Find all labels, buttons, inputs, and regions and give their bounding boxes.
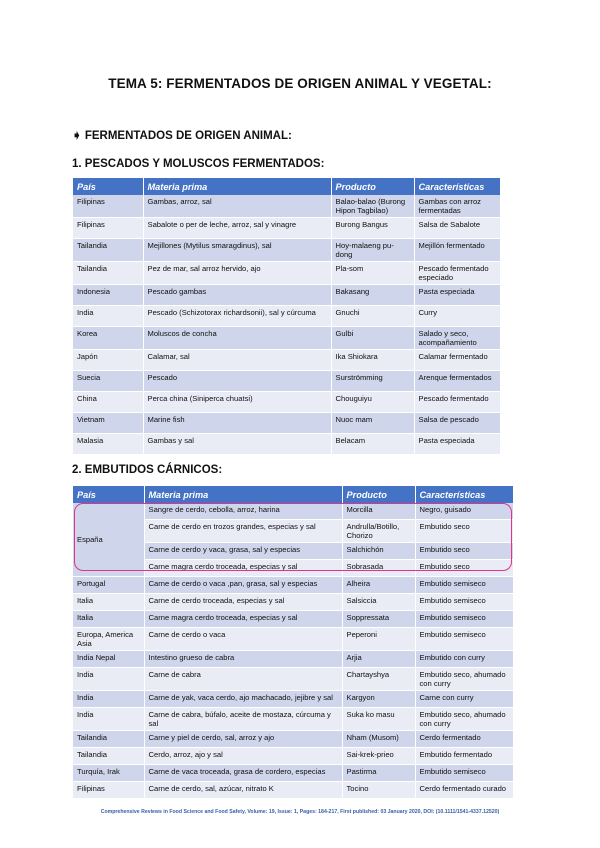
table-row [73, 218, 500, 239]
cell-product: Sobrasada [342, 560, 415, 577]
header-characteristics: Características [414, 178, 500, 195]
header-country: País [73, 486, 144, 503]
table-row [73, 413, 500, 434]
table-row [73, 668, 513, 691]
header-product: Producto [342, 486, 415, 503]
table-row [73, 691, 513, 708]
table-row [73, 350, 500, 371]
table-row [73, 594, 513, 611]
cell-country: Korea [73, 327, 143, 350]
cell-characteristics: Cerdo fermentado curado [415, 782, 513, 799]
cell-raw-material: Pescado (Schizotorax richardsonii), sal y cúrcuma [143, 306, 331, 327]
table-row [73, 628, 513, 651]
table-row [73, 651, 513, 668]
table-row [73, 434, 500, 455]
header-country: País [73, 178, 143, 195]
cell-product: Gulbi [331, 327, 414, 350]
cell-country: España [73, 503, 144, 577]
cell-country: Italia [73, 594, 144, 611]
cell-product: Salsiccia [342, 594, 415, 611]
cell-country: Indonesia [73, 285, 143, 306]
cell-product: Surströmming [331, 371, 414, 392]
header-raw-material: Materia prima [144, 486, 342, 503]
cell-characteristics: Embutido fermentado [415, 748, 513, 765]
cell-country: Italia [73, 611, 144, 628]
cell-raw-material: Carne de cabra, búfalo, aceite de mostaza, cúrcuma y sal [144, 708, 342, 731]
table-row [73, 708, 513, 731]
cell-country: Vietnam [73, 413, 143, 434]
cell-product: Bakasang [331, 285, 414, 306]
header-characteristics: Características [415, 486, 513, 503]
cell-country: Turquía, Irak [73, 765, 144, 782]
table-row [73, 748, 513, 765]
table-row [73, 765, 513, 782]
cell-raw-material: Pescado [143, 371, 331, 392]
table-row [73, 577, 513, 594]
cell-country: Filipinas [73, 218, 143, 239]
cell-characteristics: Embutido seco, ahumado con curry [415, 668, 513, 691]
cell-product: Pastirma [342, 765, 415, 782]
cell-raw-material: Pescado gambas [143, 285, 331, 306]
cell-characteristics: Embutido seco [415, 520, 513, 543]
cell-raw-material: Carne de yak, vaca cerdo, ajo machacado, jejibre y sal [144, 691, 342, 708]
cell-characteristics: Salsa de Sabalote [414, 218, 500, 239]
table-row [73, 306, 500, 327]
fish-table [73, 178, 501, 455]
cell-country: India [73, 708, 144, 731]
cell-product: Chouguiyu [331, 392, 414, 413]
cell-product: Morcilla [342, 503, 415, 520]
table-row [73, 731, 513, 748]
cell-characteristics: Salsa de pescado [414, 413, 500, 434]
cell-product: Suka ko masu [342, 708, 415, 731]
cell-raw-material: Carne y piel de cerdo, sal, arroz y ajo [144, 731, 342, 748]
cell-characteristics: Embutido semiseco [415, 628, 513, 651]
cell-country: Tailandia [73, 731, 144, 748]
cell-characteristics: Calamar fermentado [414, 350, 500, 371]
cell-characteristics: Salado y seco, acompañamiento [414, 327, 500, 350]
cell-characteristics: Embutido con curry [415, 651, 513, 668]
cell-raw-material: Sangre de cerdo, cebolla, arroz, harina [144, 503, 342, 520]
cell-characteristics: Pescado fermentado especiado [414, 262, 500, 285]
table-row [73, 503, 513, 520]
table-row [73, 327, 500, 350]
cell-characteristics: Pasta especiada [414, 285, 500, 306]
cell-raw-material: Carne de cerdo, sal, azúcar, nitrato K [144, 782, 342, 799]
cell-product: Tocino [342, 782, 415, 799]
cell-product: Arjia [342, 651, 415, 668]
table-row [73, 611, 513, 628]
cell-country: India [73, 668, 144, 691]
header-product: Producto [331, 178, 414, 195]
cell-product: Nham (Musom) [342, 731, 415, 748]
cell-characteristics: Gambas con arroz fermentadas [414, 195, 500, 218]
cell-raw-material: Carne magra cerdo troceada, especias y sal [144, 611, 342, 628]
cell-product: Salchichón [342, 543, 415, 560]
cell-raw-material: Intestino grueso de cabra [144, 651, 342, 668]
cell-country: Malasia [73, 434, 143, 455]
cell-characteristics: Embutido semiseco [415, 594, 513, 611]
cell-country: Tailandia [73, 748, 144, 765]
cell-product: Gnuchi [331, 306, 414, 327]
cell-characteristics: Cerdo fermentado [415, 731, 513, 748]
cell-raw-material: Marine fish [143, 413, 331, 434]
cell-product: Chartayshya [342, 668, 415, 691]
cell-characteristics: Carne con curry [415, 691, 513, 708]
cell-country: Tailandia [73, 262, 143, 285]
cell-country: Filipinas [73, 782, 144, 799]
table-row [73, 371, 500, 392]
cell-raw-material: Calamar, sal [143, 350, 331, 371]
cell-raw-material: Sabalote o per de leche, arroz, sal y vinagre [143, 218, 331, 239]
cell-product: Belacam [331, 434, 414, 455]
cell-raw-material: Moluscos de concha [143, 327, 331, 350]
page-title: TEMA 5: FERMENTADOS DE ORIGEN ANIMAL Y VEGETAL: [108, 76, 492, 91]
cell-country: Filipinas [73, 195, 143, 218]
cell-product: Pla-som [331, 262, 414, 285]
cell-characteristics: Curry [414, 306, 500, 327]
table2-heading: 2. EMBUTIDOS CÁRNICOS: [72, 464, 223, 476]
cell-characteristics: Embutido semiseco [415, 577, 513, 594]
cell-country: Portugal [73, 577, 144, 594]
sausage-table [73, 486, 514, 799]
cell-product: Sai-krek-prieo [342, 748, 415, 765]
cell-characteristics: Pasta especiada [414, 434, 500, 455]
cell-product: Ika Shiokara [331, 350, 414, 371]
cell-product: Andrulla/Botillo, Chorizo [342, 520, 415, 543]
table-row [73, 782, 513, 799]
section-heading: ➧ FERMENTADOS DE ORIGEN ANIMAL: [72, 130, 292, 142]
cell-characteristics: Negro, guisado [415, 503, 513, 520]
cell-raw-material: Carne de vaca troceada, grasa de cordero, especias [144, 765, 342, 782]
cell-country: India [73, 306, 143, 327]
cell-characteristics: Arenque fermentados [414, 371, 500, 392]
cell-characteristics: Embutido seco [415, 560, 513, 577]
cell-product: Balao-balao (Burong Hipon Tagbilao) [331, 195, 414, 218]
cell-raw-material: Carne magra cerdo troceada, especias y sal [144, 560, 342, 577]
cell-raw-material: Gambas, arroz, sal [143, 195, 331, 218]
cell-raw-material: Gambas y sal [143, 434, 331, 455]
table1-heading: 1. PESCADOS Y MOLUSCOS FERMENTADOS: [72, 158, 325, 170]
cell-country: Europa, America Asia [73, 628, 144, 651]
citation-footer: Comprehensive Reviews in Food Science and Food Safety, Volume: 19, Issue: 1, Pages: 184-217, First published: 03 January 2020, DOI: (10.1111/1541-4337.12520) [100, 809, 500, 815]
cell-characteristics: Embutido semiseco [415, 611, 513, 628]
table-row [73, 262, 500, 285]
cell-raw-material: Cerdo, arroz, ajo y sal [144, 748, 342, 765]
cell-product: Burong Bangus [331, 218, 414, 239]
cell-product: Hoy-malaeng pu-dong [331, 239, 414, 262]
cell-raw-material: Carne de cerdo en trozos grandes, especias y sal [144, 520, 342, 543]
cell-product: Peperoni [342, 628, 415, 651]
cell-product: Soppressata [342, 611, 415, 628]
cell-characteristics: Embutido seco, ahumado con curry [415, 708, 513, 731]
cell-raw-material: Carne de cerdo y vaca, grasa, sal y especias [144, 543, 342, 560]
cell-raw-material: Carne de cerdo o vaca [144, 628, 342, 651]
cell-characteristics: Mejillón fermentado [414, 239, 500, 262]
cell-country: India Nepal [73, 651, 144, 668]
cell-country: Tailandia [73, 239, 143, 262]
cell-product: Kargyon [342, 691, 415, 708]
cell-country: India [73, 691, 144, 708]
cell-raw-material: Carne de cabra [144, 668, 342, 691]
cell-characteristics: Embutido seco [415, 543, 513, 560]
cell-raw-material: Carne de cerdo troceada, especias y sal [144, 594, 342, 611]
cell-raw-material: Pez de mar, sal arroz hervido, ajo [143, 262, 331, 285]
cell-characteristics: Embutido semiseco [415, 765, 513, 782]
header-raw-material: Materia prima [143, 178, 331, 195]
cell-raw-material: Perca china (Siniperca chuatsi) [143, 392, 331, 413]
table-row [73, 195, 500, 218]
cell-country: China [73, 392, 143, 413]
cell-raw-material: Carne de cerdo o vaca ,pan, grasa, sal y especias [144, 577, 342, 594]
cell-country: Japón [73, 350, 143, 371]
table-row [73, 285, 500, 306]
table-row [73, 392, 500, 413]
cell-raw-material: Mejillones (Mytilus smaragdinus), sal [143, 239, 331, 262]
table-row [73, 239, 500, 262]
cell-product: Nuoc mam [331, 413, 414, 434]
cell-country: Suecia [73, 371, 143, 392]
cell-product: Alheira [342, 577, 415, 594]
cell-characteristics: Pescado fermentado [414, 392, 500, 413]
